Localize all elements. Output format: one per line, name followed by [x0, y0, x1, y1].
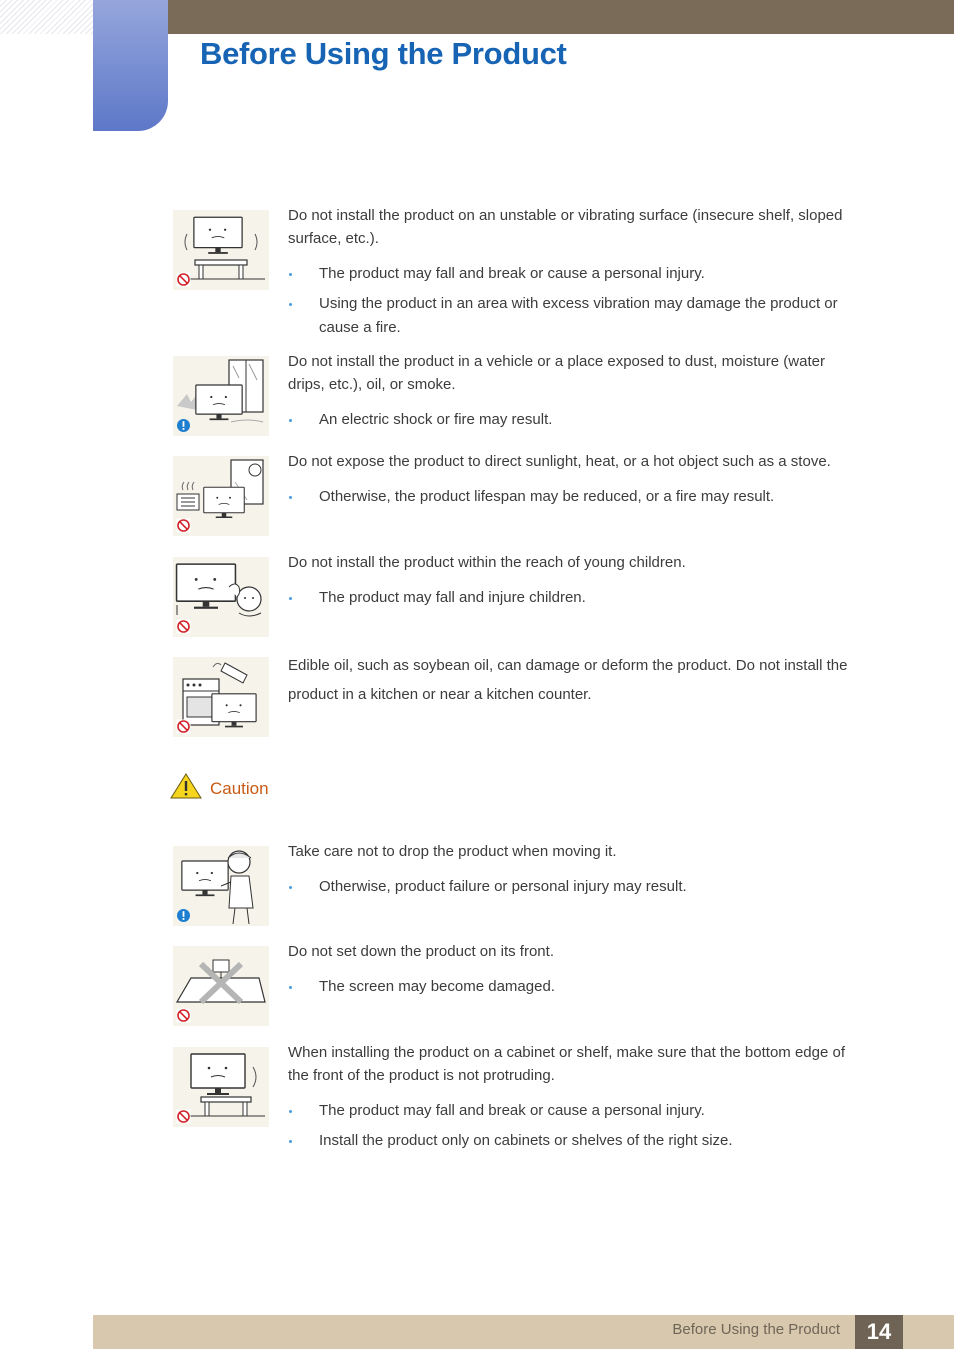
prohibited-icon: [176, 1008, 191, 1023]
item-lead: Do not expose the product to direct sunlight, heat, or a hot object such as a stove.: [288, 453, 831, 470]
item-text: [288, 651, 848, 709]
page-number: 14: [855, 1315, 903, 1349]
bullet-item: Install the product only on cabinets or shelves of the right size.: [288, 1129, 848, 1152]
item-text: [288, 350, 848, 431]
prohibited-icon: [176, 518, 191, 533]
item-lead: When installing the product on a cabinet or shelf, make sure that the bottom edge of the front of the product is not protruding.: [288, 1044, 845, 1084]
item-text: [288, 940, 848, 998]
corner-pattern: [0, 0, 93, 34]
info-icon: [176, 418, 191, 433]
child-illustration: [173, 557, 269, 637]
bullet-list: [288, 975, 848, 998]
header-bar: [168, 0, 954, 34]
prohibited-icon: [176, 272, 191, 287]
bullet-item: The screen may become damaged.: [288, 975, 848, 998]
moisture-illustration: [173, 356, 269, 436]
item-text: [288, 840, 848, 898]
caution-label: Caution: [210, 779, 269, 798]
chapter-tab: [93, 0, 168, 131]
info-icon: [176, 908, 191, 923]
item-lead: Edible oil, such as soybean oil, can damage or deform the product. Do not install the product in a kitchen or near a kitchen counter.: [288, 657, 848, 703]
bullet-list: [288, 1099, 848, 1152]
bullet-list: [288, 262, 848, 340]
page-title: Before Using the Product: [200, 36, 567, 71]
item-text: [288, 204, 848, 340]
bullet-list: [288, 408, 848, 431]
heat-illustration: [173, 456, 269, 536]
bullet-item: Using the product in an area with excess vibration may damage the product or cause a fire.: [288, 292, 848, 340]
item-text: [288, 551, 848, 609]
unstable-shelf-illustration: [173, 210, 269, 290]
bullet-list: [288, 875, 848, 898]
face-down-illustration: [173, 946, 269, 1026]
bullet-item: Otherwise, the product lifespan may be reduced, or a fire may result.: [288, 485, 848, 508]
prohibited-icon: [176, 719, 191, 734]
bullet-item: The product may fall and break or cause a personal injury.: [288, 262, 848, 285]
bullet-item: An electric shock or fire may result.: [288, 408, 848, 431]
warning-triangle-icon: [170, 773, 202, 799]
prohibited-icon: [176, 619, 191, 634]
carrying-illustration: [173, 846, 269, 926]
item-lead: Take care not to drop the product when moving it.: [288, 843, 617, 860]
item-lead: Do not install the product on an unstable or vibrating surface (insecure shelf, sloped surface, etc.).: [288, 207, 843, 247]
item-text: [288, 450, 848, 508]
item-lead: Do not set down the product on its front.: [288, 943, 554, 960]
footer-section-label: Before Using the Product: [672, 1321, 840, 1338]
prohibited-icon: [176, 1109, 191, 1124]
bullet-item: The product may fall and break or cause a personal injury.: [288, 1099, 848, 1122]
item-lead: Do not install the product in a vehicle or a place exposed to dust, moisture (water drips, etc.), oil, or smoke.: [288, 353, 825, 393]
bullet-list: [288, 485, 848, 508]
protruding-illustration: [173, 1047, 269, 1127]
item-text: [288, 1041, 848, 1152]
kitchen-illustration: [173, 657, 269, 737]
bullet-list: [288, 586, 848, 609]
bullet-item: The product may fall and injure children.: [288, 586, 848, 609]
item-lead: Do not install the product within the reach of young children.: [288, 554, 686, 571]
bullet-item: Otherwise, product failure or personal injury may result.: [288, 875, 848, 898]
